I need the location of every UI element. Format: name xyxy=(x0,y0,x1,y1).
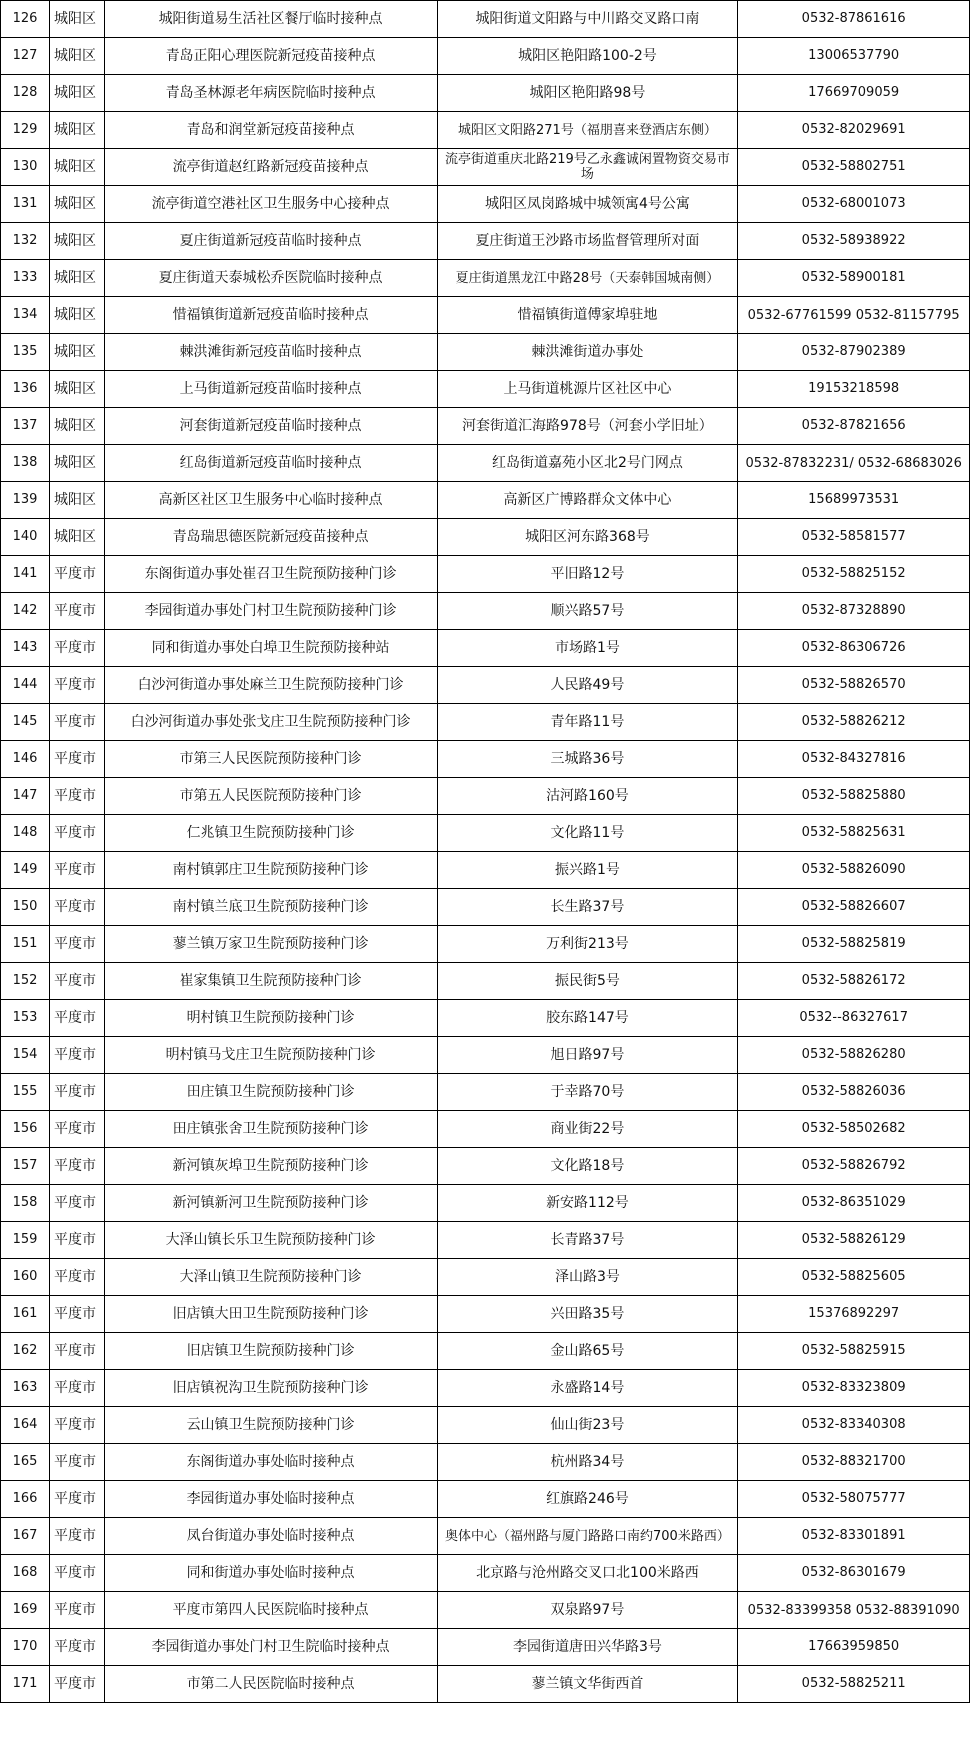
district-cell: 平度市 xyxy=(50,889,105,926)
table-row xyxy=(1,889,970,926)
district-cell: 平度市 xyxy=(50,741,105,778)
row-number-cell: 137 xyxy=(1,408,50,445)
site-name-cell: 青岛圣林源老年病医院临时接种点 xyxy=(104,75,437,112)
row-number-cell: 129 xyxy=(1,112,50,149)
phone-cell: 0532-58825819 xyxy=(738,926,970,963)
phone-cell: 0532-87861616 xyxy=(738,1,970,38)
site-name-cell: 云山镇卫生院预防接种门诊 xyxy=(104,1407,437,1444)
site-address-cell: 新安路112号 xyxy=(437,1185,738,1222)
site-name-cell: 田庄镇张舍卫生院预防接种门诊 xyxy=(104,1111,437,1148)
table-row xyxy=(1,482,970,519)
table-row xyxy=(1,593,970,630)
row-number-cell: 162 xyxy=(1,1333,50,1370)
phone-cell: 0532-58825211 xyxy=(738,1666,970,1703)
row-number-cell: 127 xyxy=(1,38,50,75)
table-row xyxy=(1,1111,970,1148)
site-address-cell: 夏庄街道黑龙江中路28号（天泰韩国城南侧） xyxy=(437,260,738,297)
phone-cell: 17669709059 xyxy=(738,75,970,112)
site-name-cell: 红岛街道新冠疫苗临时接种点 xyxy=(104,445,437,482)
row-number-cell: 143 xyxy=(1,630,50,667)
row-number-cell: 150 xyxy=(1,889,50,926)
phone-cell: 0532-86351029 xyxy=(738,1185,970,1222)
row-number-cell: 151 xyxy=(1,926,50,963)
phone-cell: 15376892297 xyxy=(738,1296,970,1333)
site-name-cell: 青岛和润堂新冠疫苗接种点 xyxy=(104,112,437,149)
site-address-cell: 三城路36号 xyxy=(437,741,738,778)
district-cell: 城阳区 xyxy=(50,482,105,519)
district-cell: 平度市 xyxy=(50,667,105,704)
row-number-cell: 148 xyxy=(1,815,50,852)
row-number-cell: 146 xyxy=(1,741,50,778)
site-address-cell: 胶东路147号 xyxy=(437,1000,738,1037)
table-row xyxy=(1,1333,970,1370)
site-address-cell: 兴田路35号 xyxy=(437,1296,738,1333)
phone-cell: 0532-58826280 xyxy=(738,1037,970,1074)
district-cell: 平度市 xyxy=(50,1333,105,1370)
row-number-cell: 145 xyxy=(1,704,50,741)
site-address-cell: 高新区广博路群众文体中心 xyxy=(437,482,738,519)
table-row xyxy=(1,963,970,1000)
district-cell: 城阳区 xyxy=(50,186,105,223)
site-name-cell: 仁兆镇卫生院预防接种门诊 xyxy=(104,815,437,852)
table-row xyxy=(1,778,970,815)
site-address-cell: 城阳区凤岗路城中城领寓4号公寓 xyxy=(437,186,738,223)
phone-cell: 0532-84327816 xyxy=(738,741,970,778)
phone-cell: 0532-58825631 xyxy=(738,815,970,852)
site-address-cell: 商业街22号 xyxy=(437,1111,738,1148)
district-cell: 平度市 xyxy=(50,1185,105,1222)
site-name-cell: 崔家集镇卫生院预防接种门诊 xyxy=(104,963,437,1000)
row-number-cell: 158 xyxy=(1,1185,50,1222)
district-cell: 平度市 xyxy=(50,1148,105,1185)
row-number-cell: 134 xyxy=(1,297,50,334)
district-cell: 平度市 xyxy=(50,778,105,815)
site-name-cell: 市第三人民医院预防接种门诊 xyxy=(104,741,437,778)
phone-cell: 0532-88321700 xyxy=(738,1444,970,1481)
phone-cell: 0532-58826090 xyxy=(738,852,970,889)
site-name-cell: 青岛正阳心理医院新冠疫苗接种点 xyxy=(104,38,437,75)
district-cell: 平度市 xyxy=(50,704,105,741)
row-number-cell: 154 xyxy=(1,1037,50,1074)
site-address-cell: 旭日路97号 xyxy=(437,1037,738,1074)
site-address-cell: 红旗路246号 xyxy=(437,1481,738,1518)
site-name-cell: 大泽山镇卫生院预防接种门诊 xyxy=(104,1259,437,1296)
district-cell: 城阳区 xyxy=(50,445,105,482)
phone-cell: 0532-83301891 xyxy=(738,1518,970,1555)
site-name-cell: 城阳街道易生活社区餐厅临时接种点 xyxy=(104,1,437,38)
phone-cell: 0532-58502682 xyxy=(738,1111,970,1148)
table-row xyxy=(1,1074,970,1111)
district-cell: 平度市 xyxy=(50,1481,105,1518)
district-cell: 城阳区 xyxy=(50,112,105,149)
table-row xyxy=(1,1518,970,1555)
phone-cell: 0532-58938922 xyxy=(738,223,970,260)
phone-cell: 0532-58825605 xyxy=(738,1259,970,1296)
table-row xyxy=(1,260,970,297)
row-number-cell: 141 xyxy=(1,556,50,593)
table-row xyxy=(1,1148,970,1185)
table-row xyxy=(1,815,970,852)
site-name-cell: 东阁街道办事处临时接种点 xyxy=(104,1444,437,1481)
table-row xyxy=(1,334,970,371)
site-name-cell: 上马街道新冠疫苗临时接种点 xyxy=(104,371,437,408)
site-name-cell: 新河镇灰埠卫生院预防接种门诊 xyxy=(104,1148,437,1185)
district-cell: 城阳区 xyxy=(50,408,105,445)
table-row xyxy=(1,1222,970,1259)
district-cell: 平度市 xyxy=(50,630,105,667)
row-number-cell: 136 xyxy=(1,371,50,408)
site-name-cell: 夏庄街道新冠疫苗临时接种点 xyxy=(104,223,437,260)
table-row xyxy=(1,852,970,889)
site-name-cell: 河套街道新冠疫苗临时接种点 xyxy=(104,408,437,445)
phone-cell: 0532-86306726 xyxy=(738,630,970,667)
row-number-cell: 133 xyxy=(1,260,50,297)
district-cell: 平度市 xyxy=(50,1259,105,1296)
site-address-cell: 市场路1号 xyxy=(437,630,738,667)
district-cell: 平度市 xyxy=(50,1037,105,1074)
table-body xyxy=(1,1,970,1703)
row-number-cell: 168 xyxy=(1,1555,50,1592)
site-name-cell: 夏庄街道天泰城松乔医院临时接种点 xyxy=(104,260,437,297)
district-cell: 城阳区 xyxy=(50,75,105,112)
district-cell: 平度市 xyxy=(50,1629,105,1666)
site-address-cell: 北京路与沧州路交叉口北100米路西 xyxy=(437,1555,738,1592)
phone-cell: 0532-87902389 xyxy=(738,334,970,371)
site-name-cell: 白沙河街道办事处麻兰卫生院预防接种门诊 xyxy=(104,667,437,704)
row-number-cell: 169 xyxy=(1,1592,50,1629)
site-address-cell: 河套街道汇海路978号（河套小学旧址） xyxy=(437,408,738,445)
site-address-cell: 双泉路97号 xyxy=(437,1592,738,1629)
site-address-cell: 红岛街道嘉苑小区北2号门网点 xyxy=(437,445,738,482)
table-row xyxy=(1,1592,970,1629)
phone-cell: 0532--86327617 xyxy=(738,1000,970,1037)
row-number-cell: 167 xyxy=(1,1518,50,1555)
site-name-cell: 明村镇卫生院预防接种门诊 xyxy=(104,1000,437,1037)
site-address-cell: 惜福镇街道傅家埠驻地 xyxy=(437,297,738,334)
site-address-cell: 城阳街道文阳路与中川路交叉路口南 xyxy=(437,1,738,38)
district-cell: 城阳区 xyxy=(50,371,105,408)
site-name-cell: 同和街道办事处白埠卫生院预防接种站 xyxy=(104,630,437,667)
site-name-cell: 李园街道办事处门村卫生院预防接种门诊 xyxy=(104,593,437,630)
table-row xyxy=(1,149,970,186)
row-number-cell: 155 xyxy=(1,1074,50,1111)
row-number-cell: 144 xyxy=(1,667,50,704)
district-cell: 平度市 xyxy=(50,1518,105,1555)
site-address-cell: 杭州路34号 xyxy=(437,1444,738,1481)
row-number-cell: 165 xyxy=(1,1444,50,1481)
site-name-cell: 旧店镇大田卫生院预防接种门诊 xyxy=(104,1296,437,1333)
table-row xyxy=(1,667,970,704)
site-name-cell: 蓼兰镇万家卫生院预防接种门诊 xyxy=(104,926,437,963)
site-name-cell: 李园街道办事处门村卫生院临时接种点 xyxy=(104,1629,437,1666)
district-cell: 城阳区 xyxy=(50,149,105,186)
row-number-cell: 140 xyxy=(1,519,50,556)
row-number-cell: 147 xyxy=(1,778,50,815)
phone-cell: 13006537790 xyxy=(738,38,970,75)
district-cell: 平度市 xyxy=(50,1666,105,1703)
row-number-cell: 160 xyxy=(1,1259,50,1296)
site-address-cell: 文化路18号 xyxy=(437,1148,738,1185)
district-cell: 城阳区 xyxy=(50,223,105,260)
district-cell: 平度市 xyxy=(50,556,105,593)
district-cell: 平度市 xyxy=(50,593,105,630)
phone-cell: 0532-87328890 xyxy=(738,593,970,630)
row-number-cell: 170 xyxy=(1,1629,50,1666)
phone-cell: 0532-58825152 xyxy=(738,556,970,593)
row-number-cell: 164 xyxy=(1,1407,50,1444)
site-name-cell: 市第二人民医院临时接种点 xyxy=(104,1666,437,1703)
table-row xyxy=(1,741,970,778)
table-row xyxy=(1,1666,970,1703)
site-name-cell: 田庄镇卫生院预防接种门诊 xyxy=(104,1074,437,1111)
district-cell: 城阳区 xyxy=(50,1,105,38)
phone-cell: 19153218598 xyxy=(738,371,970,408)
district-cell: 平度市 xyxy=(50,1296,105,1333)
phone-cell: 0532-83323809 xyxy=(738,1370,970,1407)
site-address-cell: 城阳区河东路368号 xyxy=(437,519,738,556)
phone-cell: 0532-58802751 xyxy=(738,149,970,186)
site-address-cell: 李园街道唐田兴华路3号 xyxy=(437,1629,738,1666)
site-name-cell: 高新区社区卫生服务中心临时接种点 xyxy=(104,482,437,519)
row-number-cell: 132 xyxy=(1,223,50,260)
site-address-cell: 长青路37号 xyxy=(437,1222,738,1259)
phone-cell: 0532-67761599 0532-81157795 xyxy=(738,297,970,334)
table-row xyxy=(1,556,970,593)
phone-cell: 0532-87821656 xyxy=(738,408,970,445)
table-row xyxy=(1,1444,970,1481)
phone-cell: 0532-68001073 xyxy=(738,186,970,223)
row-number-cell: 139 xyxy=(1,482,50,519)
table-row xyxy=(1,1555,970,1592)
site-name-cell: 市第五人民医院预防接种门诊 xyxy=(104,778,437,815)
table-row xyxy=(1,519,970,556)
site-address-cell: 文化路11号 xyxy=(437,815,738,852)
district-cell: 平度市 xyxy=(50,1111,105,1148)
phone-cell: 0532-58581577 xyxy=(738,519,970,556)
table-row xyxy=(1,1037,970,1074)
phone-cell: 15689973531 xyxy=(738,482,970,519)
site-address-cell: 泽山路3号 xyxy=(437,1259,738,1296)
district-cell: 平度市 xyxy=(50,852,105,889)
site-address-cell: 流亭街道重庆北路219号乙永鑫诚闲置物资交易市场 xyxy=(437,149,738,186)
site-name-cell: 明村镇马戈庄卫生院预防接种门诊 xyxy=(104,1037,437,1074)
district-cell: 城阳区 xyxy=(50,38,105,75)
site-name-cell: 南村镇郭庄卫生院预防接种门诊 xyxy=(104,852,437,889)
table-row xyxy=(1,1629,970,1666)
table-row xyxy=(1,445,970,482)
phone-cell: 0532-58826792 xyxy=(738,1148,970,1185)
row-number-cell: 159 xyxy=(1,1222,50,1259)
district-cell: 平度市 xyxy=(50,1074,105,1111)
phone-cell: 0532-58826129 xyxy=(738,1222,970,1259)
phone-cell: 0532-58826212 xyxy=(738,704,970,741)
phone-cell: 0532-58075777 xyxy=(738,1481,970,1518)
table-row xyxy=(1,1185,970,1222)
district-cell: 平度市 xyxy=(50,1555,105,1592)
site-name-cell: 青岛瑞思德医院新冠疫苗接种点 xyxy=(104,519,437,556)
site-address-cell: 长生路37号 xyxy=(437,889,738,926)
table-row xyxy=(1,926,970,963)
site-name-cell: 大泽山镇长乐卫生院预防接种门诊 xyxy=(104,1222,437,1259)
phone-cell: 0532-58826036 xyxy=(738,1074,970,1111)
site-name-cell: 白沙河街道办事处张戈庄卫生院预防接种门诊 xyxy=(104,704,437,741)
site-name-cell: 南村镇兰底卫生院预防接种门诊 xyxy=(104,889,437,926)
phone-cell: 0532-58825880 xyxy=(738,778,970,815)
district-cell: 平度市 xyxy=(50,1370,105,1407)
phone-cell: 0532-58826607 xyxy=(738,889,970,926)
row-number-cell: 166 xyxy=(1,1481,50,1518)
district-cell: 平度市 xyxy=(50,1407,105,1444)
row-number-cell: 128 xyxy=(1,75,50,112)
site-name-cell: 平度市第四人民医院临时接种点 xyxy=(104,1592,437,1629)
site-address-cell: 永盛路14号 xyxy=(437,1370,738,1407)
site-address-cell: 夏庄街道王沙路市场监督管理所对面 xyxy=(437,223,738,260)
table-row xyxy=(1,704,970,741)
table-row xyxy=(1,1370,970,1407)
site-name-cell: 凤台街道办事处临时接种点 xyxy=(104,1518,437,1555)
site-address-cell: 人民路49号 xyxy=(437,667,738,704)
district-cell: 平度市 xyxy=(50,815,105,852)
phone-cell: 0532-58825915 xyxy=(738,1333,970,1370)
site-name-cell: 新河镇新河卫生院预防接种门诊 xyxy=(104,1185,437,1222)
row-number-cell: 138 xyxy=(1,445,50,482)
row-number-cell: 131 xyxy=(1,186,50,223)
table-row xyxy=(1,297,970,334)
site-name-cell: 旧店镇祝沟卫生院预防接种门诊 xyxy=(104,1370,437,1407)
site-name-cell: 棘洪滩街新冠疫苗临时接种点 xyxy=(104,334,437,371)
district-cell: 平度市 xyxy=(50,1000,105,1037)
site-address-cell: 平旧路12号 xyxy=(437,556,738,593)
district-cell: 平度市 xyxy=(50,963,105,1000)
row-number-cell: 156 xyxy=(1,1111,50,1148)
row-number-cell: 163 xyxy=(1,1370,50,1407)
district-cell: 城阳区 xyxy=(50,297,105,334)
phone-cell: 0532-83340308 xyxy=(738,1407,970,1444)
table-row xyxy=(1,1259,970,1296)
table-row xyxy=(1,1,970,38)
table-row xyxy=(1,1407,970,1444)
site-name-cell: 东阁街道办事处崔召卫生院预防接种门诊 xyxy=(104,556,437,593)
table-row xyxy=(1,75,970,112)
table-row xyxy=(1,186,970,223)
row-number-cell: 152 xyxy=(1,963,50,1000)
district-cell: 平度市 xyxy=(50,1444,105,1481)
row-number-cell: 135 xyxy=(1,334,50,371)
district-cell: 城阳区 xyxy=(50,334,105,371)
site-address-cell: 仙山街23号 xyxy=(437,1407,738,1444)
row-number-cell: 149 xyxy=(1,852,50,889)
table-row xyxy=(1,630,970,667)
site-address-cell: 棘洪滩街道办事处 xyxy=(437,334,738,371)
row-number-cell: 126 xyxy=(1,1,50,38)
site-name-cell: 流亭街道赵红路新冠疫苗接种点 xyxy=(104,149,437,186)
phone-cell: 0532-82029691 xyxy=(738,112,970,149)
phone-cell: 0532-58826570 xyxy=(738,667,970,704)
site-name-cell: 惜福镇街道新冠疫苗临时接种点 xyxy=(104,297,437,334)
row-number-cell: 153 xyxy=(1,1000,50,1037)
phone-cell: 0532-58900181 xyxy=(738,260,970,297)
phone-cell: 0532-86301679 xyxy=(738,1555,970,1592)
site-address-cell: 城阳区艳阳路98号 xyxy=(437,75,738,112)
site-name-cell: 旧店镇卫生院预防接种门诊 xyxy=(104,1333,437,1370)
phone-cell: 17663959850 xyxy=(738,1629,970,1666)
table-row xyxy=(1,1000,970,1037)
table-row xyxy=(1,223,970,260)
table-row xyxy=(1,371,970,408)
site-address-cell: 上马街道桃源片区社区中心 xyxy=(437,371,738,408)
site-address-cell: 顺兴路57号 xyxy=(437,593,738,630)
site-address-cell: 沽河路160号 xyxy=(437,778,738,815)
table-row xyxy=(1,1296,970,1333)
district-cell: 平度市 xyxy=(50,1592,105,1629)
row-number-cell: 130 xyxy=(1,149,50,186)
site-name-cell: 流亭街道空港社区卫生服务中心接种点 xyxy=(104,186,437,223)
site-address-cell: 振民街5号 xyxy=(437,963,738,1000)
row-number-cell: 142 xyxy=(1,593,50,630)
phone-cell: 0532-58826172 xyxy=(738,963,970,1000)
site-address-cell: 城阳区艳阳路100-2号 xyxy=(437,38,738,75)
phone-cell: 0532-87832231/ 0532-68683026 xyxy=(738,445,970,482)
district-cell: 城阳区 xyxy=(50,519,105,556)
site-address-cell: 金山路65号 xyxy=(437,1333,738,1370)
site-name-cell: 同和街道办事处临时接种点 xyxy=(104,1555,437,1592)
table-row xyxy=(1,112,970,149)
table-row xyxy=(1,38,970,75)
row-number-cell: 157 xyxy=(1,1148,50,1185)
phone-cell: 0532-83399358 0532-88391090 xyxy=(738,1592,970,1629)
site-name-cell: 李园街道办事处临时接种点 xyxy=(104,1481,437,1518)
row-number-cell: 171 xyxy=(1,1666,50,1703)
site-address-cell: 奥体中心（福州路与厦门路路口南约700米路西） xyxy=(437,1518,738,1555)
district-cell: 平度市 xyxy=(50,926,105,963)
district-cell: 城阳区 xyxy=(50,260,105,297)
table-row xyxy=(1,408,970,445)
site-address-cell: 城阳区文阳路271号（福朋喜来登酒店东侧） xyxy=(437,112,738,149)
site-address-cell: 于幸路70号 xyxy=(437,1074,738,1111)
site-address-cell: 蓼兰镇文华街西首 xyxy=(437,1666,738,1703)
row-number-cell: 161 xyxy=(1,1296,50,1333)
site-address-cell: 青年路11号 xyxy=(437,704,738,741)
site-address-cell: 万利街213号 xyxy=(437,926,738,963)
district-cell: 平度市 xyxy=(50,1222,105,1259)
table-row xyxy=(1,1481,970,1518)
site-address-cell: 振兴路1号 xyxy=(437,852,738,889)
